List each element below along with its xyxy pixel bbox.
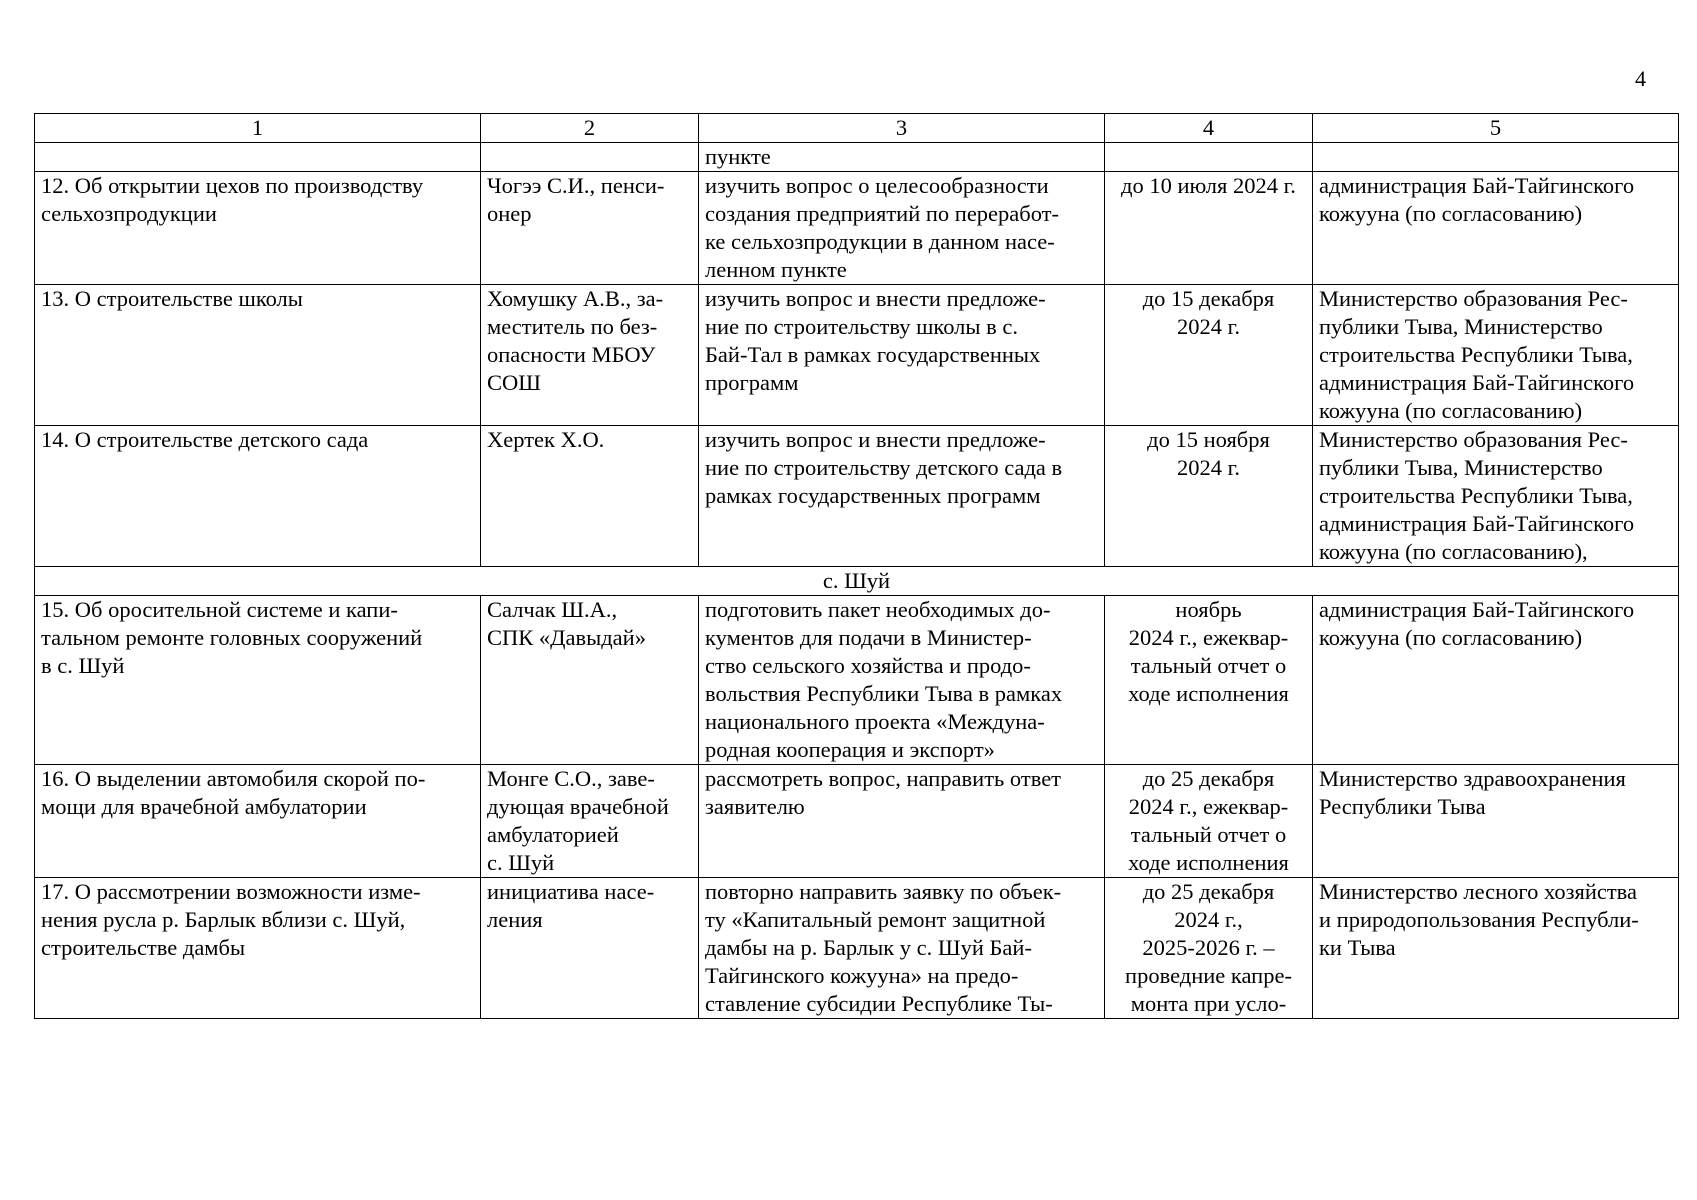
- table-header-row: [35, 114, 1679, 143]
- cell-deadline: до 15 декабря 2024 г.: [1105, 285, 1313, 426]
- table-row: [35, 426, 1679, 567]
- cell-responsible: Министерство лесного хозяйства и природопользования Республи- ки Тыва: [1313, 878, 1679, 1019]
- cell-responsible: администрация Бай-Тайгинского кожууна (по согласованию): [1313, 596, 1679, 765]
- column-header-2: 2: [481, 114, 699, 143]
- table-row: [35, 596, 1679, 765]
- cell-action: повторно направить заявку по объек- ту «Капитальный ремонт защитной дамбы на р. Барлык у с. Шуй Бай- Тайгинского кожууна» на предо- ставление субсидии Республике Ты-: [699, 878, 1105, 1019]
- cell-applicant: Хомушку А.В., за- меститель по без- опасности МБОУ СОШ: [481, 285, 699, 426]
- cell-action: изучить вопрос и внести предложе- ние по строительству детского сада в рамках государственных программ: [699, 426, 1105, 567]
- cell-applicant: инициатива насе- ления: [481, 878, 699, 1019]
- cell-deadline: до 15 ноября 2024 г.: [1105, 426, 1313, 567]
- cell-action: изучить вопрос и внести предложе- ние по строительству школы в с. Бай-Тал в рамках государственных программ: [699, 285, 1105, 426]
- decisions-table: [34, 113, 1679, 1019]
- cell-applicant: Чогээ С.И., пенси- онер: [481, 172, 699, 285]
- cell-issue: 14. О строительстве детского сада: [35, 426, 481, 567]
- cell-responsible: Министерство образования Рес- публики Тыва, Министерство строительства Республики Тыва, администрация Бай-Тайгинского кожууна (по согласованию): [1313, 285, 1679, 426]
- column-header-5: 5: [1313, 114, 1679, 143]
- cell-action: подготовить пакет необходимых до- кументов для подачи в Министер- ство сельского хозяйства и продо- вольствия Республики Тыва в рамках национального проекта «Междуна- родная кооперация и экспорт»: [699, 596, 1105, 765]
- cell-deadline: до 25 декабря 2024 г., ежеквар- тальный отчет о ходе исполнения: [1105, 765, 1313, 878]
- cell-deadline: ноябрь 2024 г., ежеквар- тальный отчет о ходе исполнения: [1105, 596, 1313, 765]
- cell-applicant: [481, 143, 699, 172]
- cell-deadline: [1105, 143, 1313, 172]
- cell-issue: 15. Об оросительной системе и капи- тальном ремонте головных сооружений в с. Шуй: [35, 596, 481, 765]
- column-header-1: 1: [35, 114, 481, 143]
- cell-action: пункте: [699, 143, 1105, 172]
- cell-action: изучить вопрос о целесообразности создания предприятий по переработ- ке сельхозпродукции в данном насе- ленном пункте: [699, 172, 1105, 285]
- table-row: [35, 285, 1679, 426]
- table-row: [35, 878, 1679, 1019]
- page-number: 4: [1635, 66, 1646, 91]
- cell-issue: 13. О строительстве школы: [35, 285, 481, 426]
- cell-responsible: [1313, 143, 1679, 172]
- cell-action: рассмотреть вопрос, направить ответ заявителю: [699, 765, 1105, 878]
- cell-applicant: Салчак Ш.А., СПК «Давыдай»: [481, 596, 699, 765]
- continuation-row: [35, 143, 1679, 172]
- cell-issue: [35, 143, 481, 172]
- column-header-3: 3: [699, 114, 1105, 143]
- cell-issue: 12. Об открытии цехов по производству сельхозпродукции: [35, 172, 481, 285]
- cell-applicant: Монге С.О., заве- дующая врачебной амбулаторией с. Шуй: [481, 765, 699, 878]
- cell-responsible: администрация Бай-Тайгинского кожууна (по согласованию): [1313, 172, 1679, 285]
- cell-responsible: Министерство образования Рес- публики Тыва, Министерство строительства Республики Тыва, администрация Бай-Тайгинского кожууна (по согласованию),: [1313, 426, 1679, 567]
- section-title: с. Шуй: [35, 567, 1679, 596]
- cell-responsible: Министерство здравоохранения Республики Тыва: [1313, 765, 1679, 878]
- column-header-4: 4: [1105, 114, 1313, 143]
- table-row: [35, 172, 1679, 285]
- section-row: [35, 567, 1679, 596]
- table-row: [35, 765, 1679, 878]
- cell-deadline: до 10 июля 2024 г.: [1105, 172, 1313, 285]
- cell-deadline: до 25 декабря 2024 г., 2025-2026 г. – проведние капре- монта при усло-: [1105, 878, 1313, 1019]
- cell-issue: 16. О выделении автомобиля скорой по- мощи для врачебной амбулатории: [35, 765, 481, 878]
- cell-applicant: Хертек Х.О.: [481, 426, 699, 567]
- cell-issue: 17. О рассмотрении возможности изме- нения русла р. Барлык вблизи с. Шуй, строительстве дамбы: [35, 878, 481, 1019]
